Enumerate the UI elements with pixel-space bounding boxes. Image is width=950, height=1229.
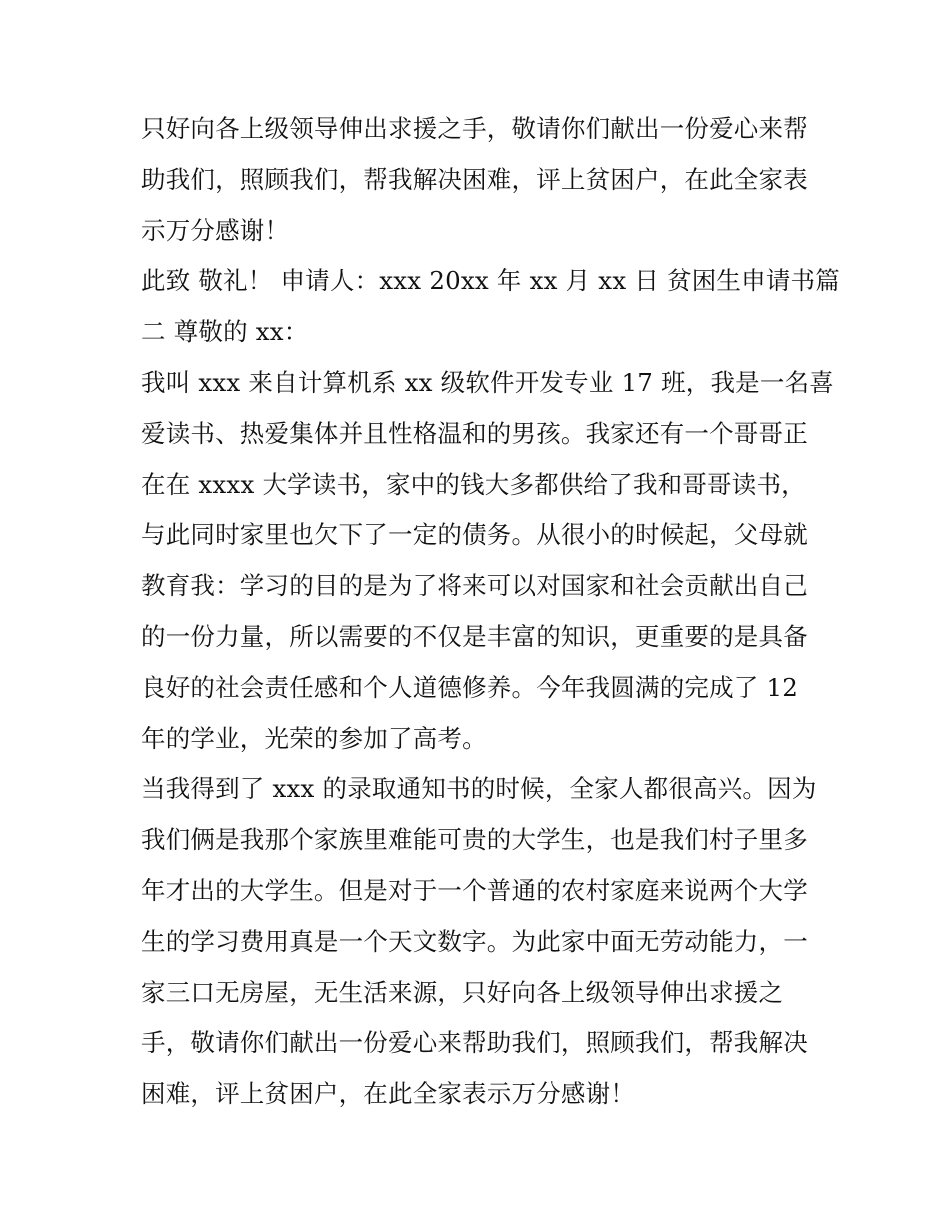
text-line: 示万分感谢！ [141, 215, 290, 245]
text-line: 困难，评上贫困户，在此全家表示万分感谢！ [141, 1079, 635, 1109]
text-line: 教育我：学习的目的是为了将来可以对国家和社会贡献出自己 [141, 571, 808, 601]
text-line: 手，敬请你们献出一份爱心来帮助我们，照顾我们，帮我解决 [141, 1028, 808, 1058]
text-line: 爱读书、热爱集体并且性格温和的男孩。我家还有一个哥哥正 [141, 418, 808, 448]
text-line: 年的学业，光荣的参加了高考。 [141, 723, 487, 753]
document-body [141, 104, 840, 1120]
text-line: 年才出的大学生。但是对于一个普通的农村家庭来说两个大学 [141, 875, 808, 905]
text-line: 生的学习费用真是一个天文数字。为此家中面无劳动能力，一 [141, 926, 808, 956]
text-line: 在在 xxxx 大学读书，家中的钱大多都供给了我和哥哥读书， [141, 469, 806, 499]
text-line: 二 尊敬的 xx： [141, 317, 309, 347]
text-line: 的一份力量，所以需要的不仅是丰富的知识，更重要的是具备 [141, 621, 808, 651]
text-line: 我叫 xxx 来自计算机系 xx 级软件开发专业 17 班，我是一名喜 [141, 367, 834, 397]
text-line: 与此同时家里也欠下了一定的债务。从很小的时候起，父母就 [141, 520, 808, 550]
text-line: 良好的社会责任感和个人道德修养。今年我圆满的完成了 12 [141, 672, 799, 702]
text-line: 我们俩是我那个家族里难能可贵的大学生，也是我们村子里多 [141, 825, 808, 855]
text-line: 此致 敬礼！ 申请人：xxx 20xx 年 xx 月 xx 日 贫困生申请书篇 [141, 266, 840, 296]
text-line: 只好向各上级领导伸出求援之手，敬请你们献出一份爱心来帮 [141, 114, 808, 143]
text-line: 助我们，照顾我们，帮我解决困难，评上贫困户，在此全家表 [141, 164, 808, 194]
text-line: 家三口无房屋，无生活来源，只好向各上级领导伸出求援之 [141, 977, 784, 1007]
text-line: 当我得到了 xxx 的录取通知书的时候，全家人都很高兴。因为 [141, 774, 817, 804]
